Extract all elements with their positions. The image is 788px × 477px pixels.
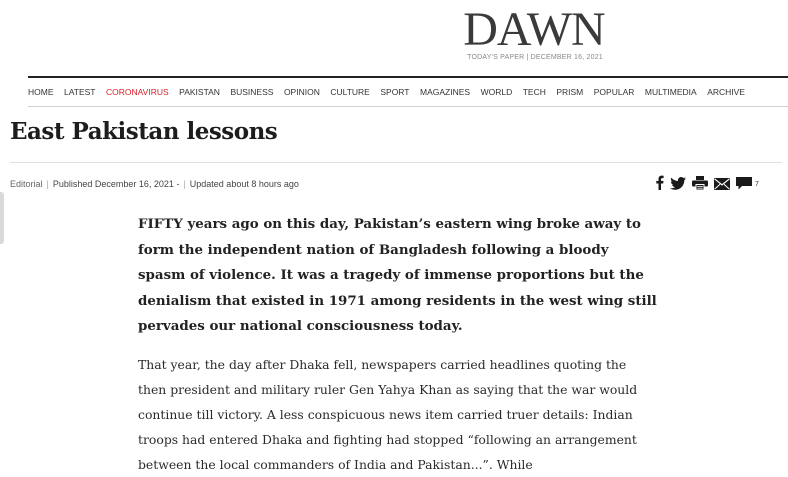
category-link[interactable]: Editorial xyxy=(10,179,43,189)
nav-item-popular[interactable]: POPULAR xyxy=(593,87,635,97)
share-toolbar xyxy=(655,175,759,194)
nav-bottom-rule xyxy=(28,106,788,107)
nav-item-culture[interactable]: CULTURE xyxy=(330,87,370,97)
comments-icon[interactable] xyxy=(736,175,752,194)
main-nav xyxy=(28,84,755,100)
nav-item-prism[interactable]: PRISM xyxy=(556,87,584,97)
nav-item-magazines[interactable]: MAGAZINES xyxy=(420,87,471,97)
print-icon[interactable] xyxy=(692,175,708,194)
facebook-icon[interactable] xyxy=(655,175,664,194)
nav-item-world[interactable]: WORLD xyxy=(480,87,513,97)
nav-item-tech[interactable]: TECH xyxy=(522,87,546,97)
nav-item-coronavirus[interactable]: CORONAVIRUS xyxy=(106,87,169,97)
comment-count[interactable]: 7 xyxy=(755,181,759,188)
updated-time: Updated about 8 hours ago xyxy=(189,179,299,189)
meta-separator: | xyxy=(183,179,186,189)
nav-item-sport[interactable]: SPORT xyxy=(380,87,410,97)
nav-item-multimedia[interactable]: MULTIMEDIA xyxy=(644,87,697,97)
article-lede: FIFTY years ago on this day, Pakistan’s eastern wing broke away to form the independent nation of Bangladesh following a bloody spasm of violence. It was a tragedy of immense proportions but the denialism that existed in 1971 among residents in the west wing still pervades our national consciousness today. xyxy=(138,216,657,334)
headline-divider xyxy=(10,162,782,163)
article-headline: East Pakistan lessons xyxy=(10,118,278,145)
dawn-logo[interactable]: DAWN xyxy=(463,3,605,56)
nav-item-archive[interactable]: ARCHIVE xyxy=(707,87,745,97)
published-date: Published December 16, 2021 - xyxy=(52,179,180,189)
side-feedback-tab[interactable] xyxy=(0,192,4,244)
nav-item-opinion[interactable]: OPINION xyxy=(283,87,320,97)
nav-item-pakistan[interactable]: PAKISTAN xyxy=(179,87,220,97)
nav-top-rule xyxy=(28,76,788,78)
masthead xyxy=(0,0,788,76)
article-paragraph: That year, the day after Dhaka fell, newspapers carried headlines quoting the then president and military ruler Gen Yahya Khan as saying that the war would continue till victory. A less conspicuous news item carried truer details: Indian troops had entered Dhaka and fighting had stopped “following an arrangement between the local commanders of India and Pakistan...”. While xyxy=(138,357,638,472)
meta-separator: | xyxy=(46,179,49,189)
todays-paper-link[interactable]: TODAY'S PAPER | DECEMBER 16, 2021 xyxy=(467,54,603,61)
article-meta xyxy=(10,179,299,189)
nav-item-business[interactable]: BUSINESS xyxy=(230,87,274,97)
nav-item-latest[interactable]: LATEST xyxy=(64,87,96,97)
email-icon[interactable] xyxy=(714,175,730,194)
twitter-icon[interactable] xyxy=(670,175,686,194)
nav-item-home[interactable]: HOME xyxy=(28,87,54,97)
